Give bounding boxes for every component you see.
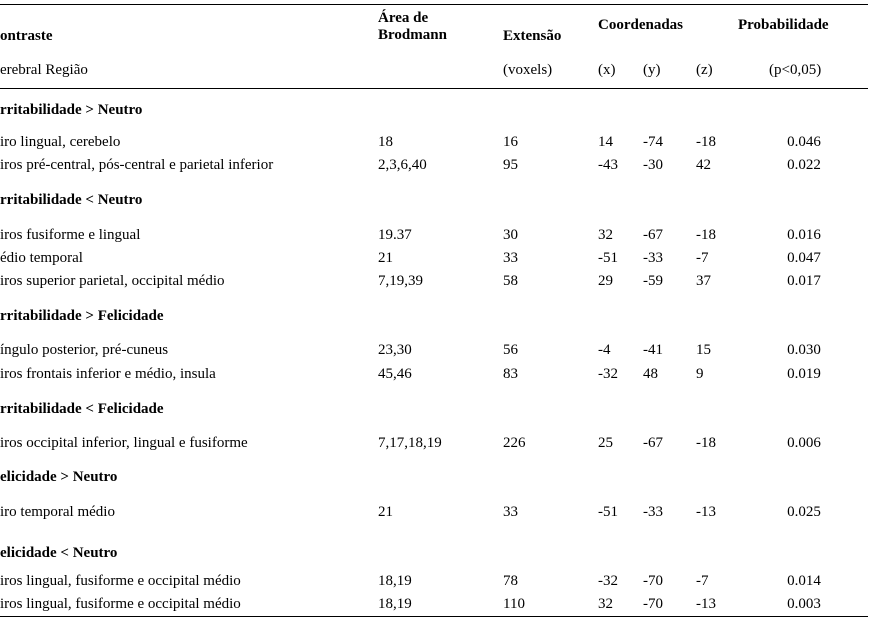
cell-region: iro lingual, cerebelo (0, 134, 121, 150)
cell-extension: 33 (503, 504, 518, 520)
cell-brodmann: 21 (378, 250, 393, 266)
cell-extension: 56 (503, 342, 518, 358)
cell-x: 32 (598, 227, 613, 243)
cell-brodmann: 45,46 (378, 366, 412, 382)
cell-y: -67 (643, 435, 663, 451)
header-extensao: Extensão (503, 28, 562, 44)
bottom-rule (0, 616, 868, 617)
header-probabilidade: Probabilidade (738, 17, 829, 33)
cell-x: 14 (598, 134, 613, 150)
cell-extension: 78 (503, 573, 518, 589)
section-title: rritabilidade > Neutro (0, 102, 143, 118)
section-title: rritabilidade < Neutro (0, 192, 143, 208)
cell-y: -67 (643, 227, 663, 243)
top-rule (0, 4, 868, 5)
cell-probability: 0.022 (787, 157, 821, 173)
cell-region: iro temporal médio (0, 504, 115, 520)
cell-extension: 58 (503, 273, 518, 289)
cell-z: -18 (696, 134, 716, 150)
cell-region: iros occipital inferior, lingual e fusiforme (0, 435, 248, 451)
header-x: (x) (598, 62, 616, 78)
cell-y: -74 (643, 134, 663, 150)
cell-extension: 16 (503, 134, 518, 150)
cell-x: -51 (598, 250, 618, 266)
cell-probability: 0.014 (787, 573, 821, 589)
cell-probability: 0.046 (787, 134, 821, 150)
cell-brodmann: 18,19 (378, 573, 412, 589)
cell-x: 25 (598, 435, 613, 451)
section-title: elicidade < Neutro (0, 545, 118, 561)
cell-probability: 0.030 (787, 342, 821, 358)
cell-region: iros pré-central, pós-central e parietal inferior (0, 157, 274, 173)
cell-brodmann: 7,19,39 (378, 273, 423, 289)
cell-region: iros fusiforme e lingual (0, 227, 141, 243)
cell-probability: 0.006 (787, 435, 821, 451)
header-brodmann-line1: Área de (378, 10, 429, 26)
cell-region: íngulo posterior, pré-cuneus (0, 342, 169, 358)
cell-x: -4 (598, 342, 611, 358)
cell-probability: 0.017 (787, 273, 821, 289)
header-y: (y) (643, 62, 661, 78)
cell-region: iros frontais inferior e médio, insula (0, 366, 216, 382)
cell-probability: 0.016 (787, 227, 821, 243)
cell-brodmann: 18 (378, 134, 393, 150)
header-voxels: (voxels) (503, 62, 553, 78)
cell-x: -43 (598, 157, 618, 173)
cell-brodmann: 18,19 (378, 596, 412, 612)
cell-z: -13 (696, 504, 716, 520)
cell-extension: 30 (503, 227, 518, 243)
cell-brodmann: 21 (378, 504, 393, 520)
cell-brodmann: 23,30 (378, 342, 412, 358)
cell-probability: 0.019 (787, 366, 821, 382)
cell-x: -32 (598, 366, 618, 382)
cell-probability: 0.047 (787, 250, 821, 266)
cell-z: -7 (696, 250, 709, 266)
cell-region: iros superior parietal, occipital médio (0, 273, 225, 289)
cell-x: 29 (598, 273, 613, 289)
cell-y: 48 (643, 366, 658, 382)
header-coordenadas: Coordenadas (598, 17, 684, 33)
cell-z: -18 (696, 227, 716, 243)
cell-z: -13 (696, 596, 716, 612)
header-brodmann-line2: Brodmann (378, 27, 447, 43)
cell-z: -7 (696, 573, 709, 589)
section-title: rritabilidade > Felicidade (0, 308, 164, 324)
cell-x: 32 (598, 596, 613, 612)
cell-y: -41 (643, 342, 663, 358)
cell-y: -70 (643, 596, 663, 612)
header-z: (z) (696, 62, 713, 78)
cell-z: -18 (696, 435, 716, 451)
header-rule (0, 88, 868, 89)
cell-extension: 33 (503, 250, 518, 266)
cell-region: iros lingual, fusiforme e occipital médio (0, 573, 241, 589)
cell-brodmann: 2,3,6,40 (378, 157, 427, 173)
cell-brodmann: 7,17,18,19 (378, 435, 442, 451)
header-contraste: ontraste (0, 28, 53, 44)
cell-y: -70 (643, 573, 663, 589)
cell-y: -33 (643, 504, 663, 520)
section-title: rritabilidade < Felicidade (0, 401, 164, 417)
cell-y: -59 (643, 273, 663, 289)
cell-region: iros lingual, fusiforme e occipital médio (0, 596, 241, 612)
header-p: (p<0,05) (769, 62, 822, 78)
cell-brodmann: 19.37 (378, 227, 412, 243)
cell-y: -33 (643, 250, 663, 266)
cell-extension: 226 (503, 435, 526, 451)
cell-x: -32 (598, 573, 618, 589)
header-cerebral-regiao: erebral Região (0, 62, 88, 78)
cell-x: -51 (598, 504, 618, 520)
cell-z: 37 (696, 273, 711, 289)
cell-region: édio temporal (0, 250, 83, 266)
cell-extension: 83 (503, 366, 518, 382)
cell-probability: 0.025 (787, 504, 821, 520)
cell-z: 42 (696, 157, 711, 173)
cell-y: -30 (643, 157, 663, 173)
cell-probability: 0.003 (787, 596, 821, 612)
cell-extension: 95 (503, 157, 518, 173)
cell-z: 9 (696, 366, 704, 382)
section-title: elicidade > Neutro (0, 469, 118, 485)
cell-z: 15 (696, 342, 711, 358)
cell-extension: 110 (503, 596, 525, 612)
